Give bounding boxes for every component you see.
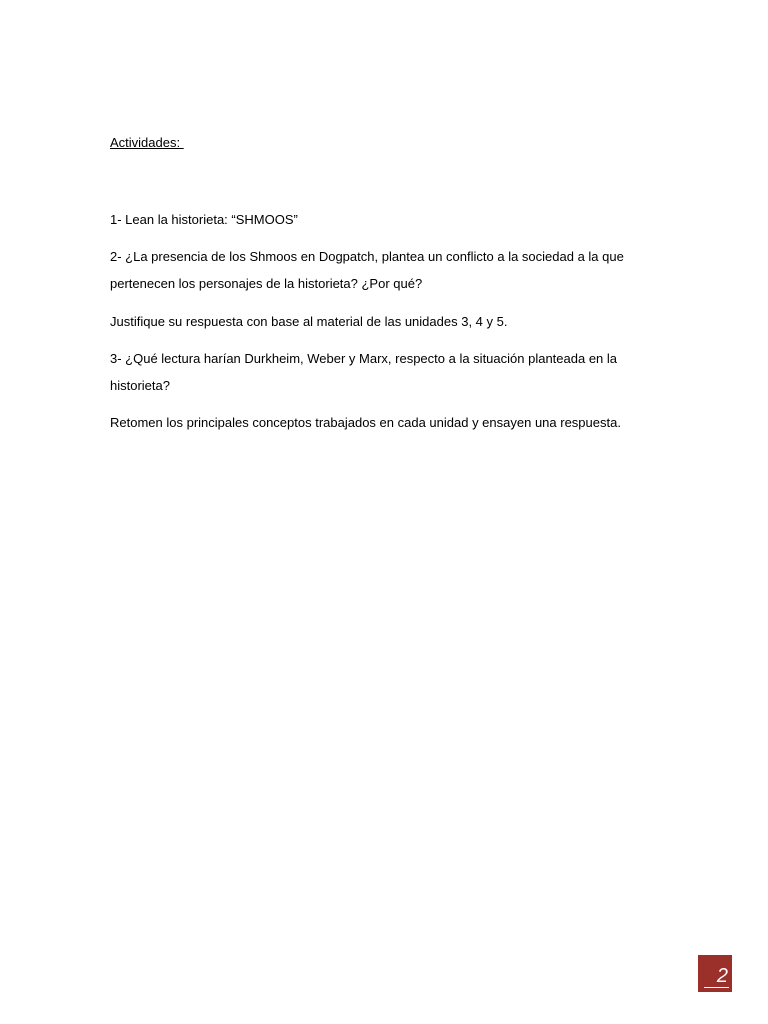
page-number-underline xyxy=(704,987,729,988)
paragraph-justify: Justifique su respuesta con base al material de las unidades 3, 4 y 5. xyxy=(110,314,508,329)
section-heading: Actividades: xyxy=(110,135,184,150)
page-number: 2 xyxy=(716,965,728,987)
page-number-badge xyxy=(698,955,732,992)
paragraph-activity-2: 2- ¿La presencia de los Shmoos en Dogpatch, plantea un conflicto a la sociedad a la que pertenecen los personajes de la historieta? ¿Por qué? xyxy=(110,249,624,291)
paragraph-retomen: Retomen los principales conceptos trabajados en cada unidad y ensayen una respuesta. xyxy=(110,415,621,430)
paragraph-activity-3: 3- ¿Qué lectura harían Durkheim, Weber y Marx, respecto a la situación planteada en la historieta? xyxy=(110,351,618,393)
paragraph-activity-1: 1- Lean la historieta: “SHMOOS” xyxy=(110,212,298,227)
